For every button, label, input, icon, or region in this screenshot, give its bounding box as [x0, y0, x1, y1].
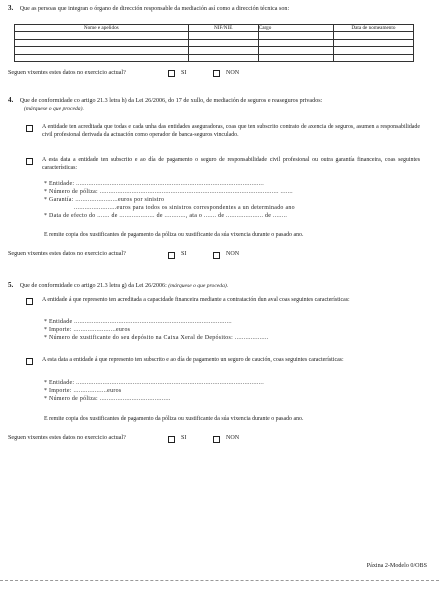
q4-hint: (márquese o que proceda). [24, 106, 84, 112]
q5-option-b-text: A esta data a entidade á que represento ten subscrito e ao día de pagamento un seguro de caución, coas seguintes características: [42, 357, 344, 363]
table-cell[interactable] [333, 54, 413, 61]
q3-table [14, 24, 414, 62]
table-row[interactable] [15, 47, 414, 54]
q5-non-label: NON [226, 435, 240, 441]
page-divider [0, 580, 439, 581]
q5-option-a-checkbox[interactable] [26, 298, 33, 305]
table-cell[interactable] [15, 32, 189, 39]
q5-field-xustificante[interactable]: * Número de xustificante do seu depósito na Caixa Xeral de Depósitos: ................... [44, 335, 269, 341]
q3-text: Que as persoas que integran o órgano de dirección responsable da mediación así como a dirección técnica son: [19, 6, 290, 12]
q4-option-a-text: A entidade ten acreditada que todas e cada unha das entidades aseguradoras, coas que ten subscrito contrato de axencia de seguros, asumen a responsabilidade civil profesional derivada da actuación como operador de banca-seguros vinculado. [42, 124, 420, 138]
q4-option-a-checkbox[interactable] [26, 125, 33, 132]
q5-si-checkbox[interactable] [168, 436, 175, 443]
q4-option-b-text: A esta data a entidade ten subscrito e ao día de pagamento o seguro de responsabilidade civil profesional ou outra garantía financeira, coas seguintes características: [42, 157, 420, 171]
q3-si-checkbox[interactable] [168, 70, 175, 77]
table-cell[interactable] [258, 39, 333, 46]
table-cell[interactable] [188, 47, 258, 54]
q5-field-importe-b[interactable]: * Importe: ...................euros [44, 388, 122, 394]
q5-option-a-text: A entidade á que represento ten acreditada a capacidade financeira mediante a contratación dun aval coas seguintes características: [42, 297, 350, 303]
q5-si-label: SI [181, 435, 187, 441]
q4-header [8, 96, 428, 105]
q4-validity-question: Seguen vixentes estes datos no exercicio actual? [8, 251, 126, 257]
q3-number: 3. [8, 4, 14, 12]
q5-header [8, 281, 228, 290]
q4-si-checkbox[interactable] [168, 252, 175, 259]
table-cell[interactable] [258, 32, 333, 39]
q5-field-poliza-b[interactable]: * Número de póliza: ........................................ [44, 396, 171, 402]
q4-non-label: NON [226, 251, 240, 257]
col-nome: Nome e apelidos [15, 25, 189, 32]
q5-text: Que de conformidade co artigo 21.3 letra g) da Lei 26/2006: [19, 283, 167, 289]
q4-number: 4. [8, 96, 14, 104]
q3-validity-question: Seguen vixentes estes datos no exercicio actual? [8, 70, 126, 76]
q3-si-label: SI [181, 70, 187, 76]
q3-non-checkbox[interactable] [213, 70, 220, 77]
q5-field-entidade[interactable]: * Entidade ......................................................................................... [44, 319, 232, 325]
table-cell[interactable] [258, 47, 333, 54]
q5-validity-question: Seguen vixentes estes datos no exercicio actual? [8, 435, 126, 441]
table-cell[interactable] [333, 39, 413, 46]
table-cell[interactable] [15, 54, 189, 61]
q4-field-garantia-ano[interactable]: ........................euros para todos os sinistros correspondentes a un determinado ano [74, 205, 295, 211]
q5-option-b-checkbox[interactable] [26, 358, 33, 365]
q4-remit: E remite copia dos xustificantes de pagamento da póliza ou xustificante da súa vixencia durante o pasado ano. [44, 232, 304, 238]
table-cell[interactable] [258, 54, 333, 61]
q5-remit: E remite copia dos xustificantes de pagamento da póliza ou xustificante da súa vixencia durante o pasado ano. [44, 416, 304, 422]
table-cell[interactable] [188, 39, 258, 46]
table-cell[interactable] [188, 32, 258, 39]
col-nif: NIF/NIE [188, 25, 258, 32]
table-row[interactable] [15, 54, 414, 61]
page-footer: Páxina 2-Modelo 0/OBS [366, 563, 427, 569]
q3-header [8, 4, 289, 13]
q4-field-entidade[interactable]: * Entidade: .......................................................................................................... [44, 181, 264, 187]
table-row[interactable] [15, 39, 414, 46]
q4-field-data-efecto[interactable]: * Data de efecto do ....... de .................... de ............, ata o ....... de ..................... de ........ [44, 213, 288, 219]
q5-field-importe[interactable]: * Importe: ........................euros [44, 327, 131, 333]
q5-number: 5. [8, 281, 14, 289]
q3-non-label: NON [226, 70, 240, 76]
table-cell[interactable] [188, 54, 258, 61]
table-row[interactable] [15, 32, 414, 39]
q4-si-label: SI [181, 251, 187, 257]
table-cell[interactable] [333, 47, 413, 54]
table-cell[interactable] [333, 32, 413, 39]
q5-hint: (márquese o que proceda). [168, 283, 229, 289]
q4-text: Que de conformidade co artigo 21.3 letra h) da Lei 26/2006, do 17 de xullo, de mediación de seguros e reaseguros privados: [19, 98, 323, 104]
table-cell[interactable] [15, 47, 189, 54]
col-data: Data de nomeamento [333, 25, 413, 32]
table-header-row [15, 25, 414, 32]
table-cell[interactable] [15, 39, 189, 46]
q4-field-poliza[interactable]: * Número de póliza: ..................................................................................................... ....... [44, 189, 293, 195]
q4-field-garantia[interactable]: * Garantía: ........................euros por sinistro [44, 197, 165, 203]
col-cargo: Cargo [258, 25, 333, 32]
q4-option-b-checkbox[interactable] [26, 158, 33, 165]
q5-non-checkbox[interactable] [213, 436, 220, 443]
q5-field-entidade-b[interactable]: * Entidade: .......................................................................................................... [44, 380, 264, 386]
q4-non-checkbox[interactable] [213, 252, 220, 259]
